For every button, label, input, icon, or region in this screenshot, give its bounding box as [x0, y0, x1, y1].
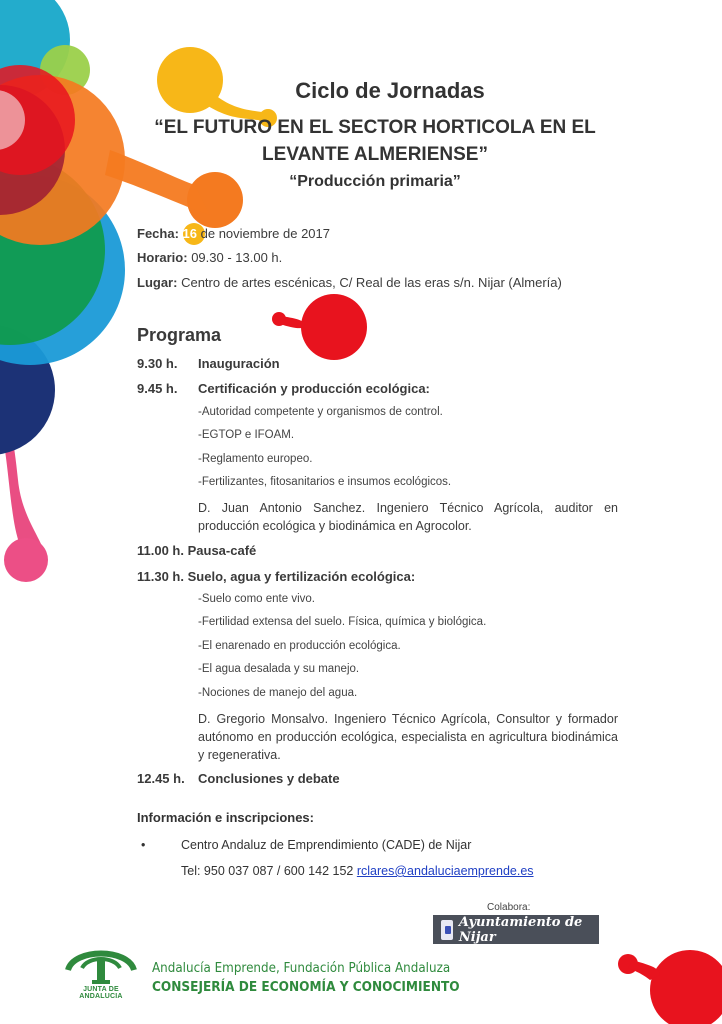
contact-email-link[interactable]: rclares@andaluciaemprende.es — [356, 864, 534, 878]
crest-icon — [441, 920, 453, 940]
date-day: 16 — [182, 226, 197, 241]
topic-item: -El agua desalada y su manejo. — [198, 663, 360, 675]
location-value: Centro de artes escénicas, C/ Real de las eras s/n. Nijar (Almería) — [181, 275, 562, 290]
location-line — [137, 275, 562, 290]
session-title: Certificación y producción ecológica: — [198, 381, 430, 396]
ayuntamiento-logo — [433, 915, 599, 944]
schedule-label: Horario: — [137, 250, 188, 265]
topic-item: -Autoridad competente y organismos de control. — [198, 406, 443, 418]
bullet-dot: • — [141, 838, 146, 852]
program-heading: Programa — [137, 325, 222, 345]
session-time: 11.30 h. — [137, 569, 184, 584]
ayuntamiento-label: Ayuntamiento de Nijar — [458, 914, 583, 945]
page-title: Ciclo de Jornadas — [295, 78, 485, 103]
contact-heading: Información e inscripciones: — [137, 810, 314, 825]
session-title: Inauguración — [198, 356, 280, 371]
session-time: 12.45 h. — [137, 771, 185, 786]
event-theme: “Producción primaria” — [289, 173, 461, 190]
date-line — [137, 226, 330, 241]
contact-center: Centro Andaluz de Emprendimiento (CADE) de Nijar — [181, 838, 472, 852]
schedule-line — [137, 250, 282, 265]
topic-item: -Nociones de manejo del agua. — [198, 687, 358, 699]
date-value: de noviembre de 2017 — [200, 226, 330, 241]
topic-item: -Suelo como ente vivo. — [198, 593, 315, 605]
session-title: Pausa-café — [187, 543, 257, 558]
session-title: Conclusiones y debate — [198, 771, 340, 786]
session-time: 11.00 h. — [137, 543, 184, 558]
session-line — [137, 569, 415, 584]
session-title: Suelo, agua y fertilización ecológica: — [187, 569, 416, 584]
junta-label: JUNTA DE ANDALUCIA — [79, 986, 123, 1000]
session-time: 9.45 h. — [137, 381, 178, 396]
contact-line — [181, 864, 534, 878]
location-label: Lugar: — [137, 275, 178, 290]
junta-andalucia-logo — [64, 940, 138, 986]
contact-phone: Tel: 950 037 087 / 600 142 152 — [181, 864, 354, 878]
colabora-label: Colabora: — [487, 902, 531, 913]
speaker-bio: D. Gregorio Monsalvo. Ingeniero Técnico Agrícola, Consultor y formador autónomo en producción ecológica, especialista en agricultura biodinámica y regenerativa. — [198, 712, 618, 762]
footer-org-line: Andalucía Emprende, Fundación Pública Andaluza — [152, 961, 451, 976]
event-subtitle: “EL FUTURO EN EL SECTOR HORTICOLA EN EL LEVANTE ALMERIENSE” — [154, 117, 596, 165]
schedule-value: 09.30 - 13.00 h. — [191, 250, 283, 265]
topic-item: -Fertilizantes, fitosanitarios e insumos ecológicos. — [198, 476, 452, 488]
topic-item: -EGTOP e IFOAM. — [198, 429, 295, 441]
session-line — [137, 543, 256, 558]
footer-consejeria: CONSEJERÍA DE ECONOMÍA Y CONOCIMIENTO — [152, 979, 460, 995]
date-label: Fecha: — [137, 226, 179, 241]
topic-item: -El enarenado en producción ecológica. — [198, 640, 401, 652]
speaker-bio: D. Juan Antonio Sanchez. Ingeniero Técnico Agrícola, auditor en producción ecológica y biodinámica en Agrocolor. — [198, 501, 618, 533]
topic-item: -Fertilidad extensa del suelo. Física, química y biológica. — [198, 616, 487, 628]
topic-item: -Reglamento europeo. — [198, 453, 313, 465]
session-time: 9.30 h. — [137, 356, 178, 371]
